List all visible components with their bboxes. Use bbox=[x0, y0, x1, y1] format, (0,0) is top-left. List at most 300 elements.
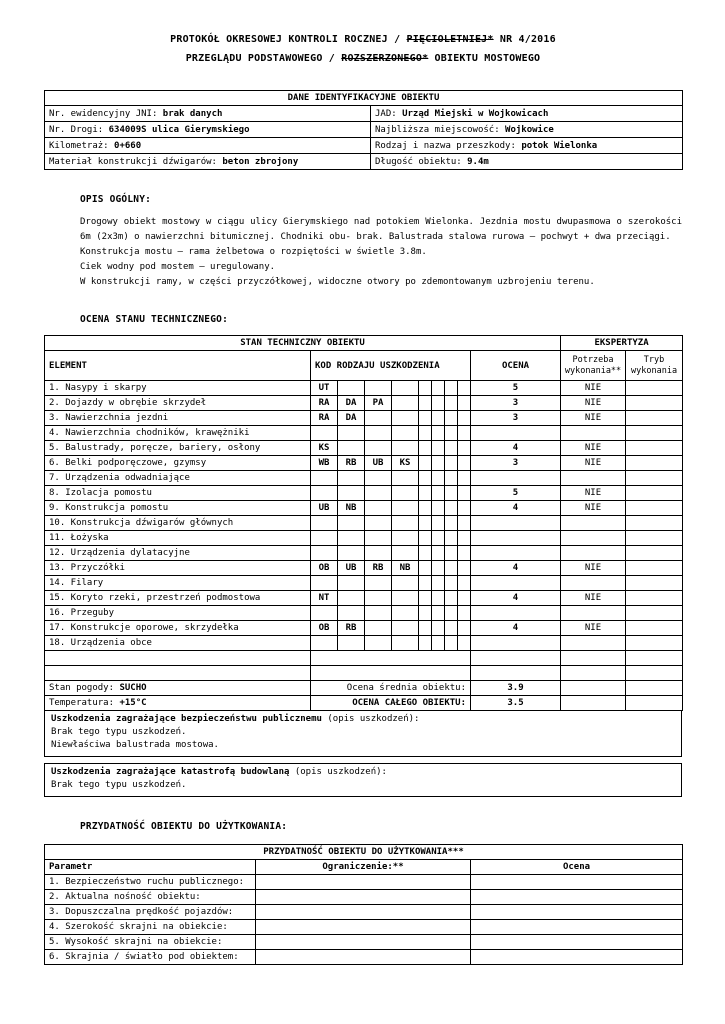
field-value: beton zbrojony bbox=[222, 156, 299, 167]
damage-code bbox=[419, 381, 432, 396]
tech-table-row bbox=[45, 636, 683, 651]
restriction-value bbox=[256, 875, 471, 890]
identification-cell-left bbox=[45, 106, 371, 122]
damage-code bbox=[338, 516, 365, 531]
ocena-value bbox=[471, 950, 683, 965]
tech-table-row bbox=[45, 606, 683, 621]
tech-table-row bbox=[45, 396, 683, 411]
damage-code bbox=[392, 591, 419, 606]
damage-code bbox=[445, 471, 458, 486]
field-value: 9.4m bbox=[467, 156, 489, 167]
tryb-value bbox=[626, 381, 683, 396]
identification-row bbox=[45, 138, 683, 154]
identification-table bbox=[44, 90, 683, 170]
damage-code: WB bbox=[311, 456, 338, 471]
damage-code bbox=[445, 486, 458, 501]
damage-code bbox=[365, 531, 392, 546]
tryb-value bbox=[626, 531, 683, 546]
ocena-value bbox=[471, 890, 683, 905]
damage-code bbox=[445, 561, 458, 576]
identification-row bbox=[45, 154, 683, 170]
damage-code bbox=[458, 456, 471, 471]
potrzeba-value bbox=[561, 426, 626, 441]
element-name: 13. Przyczółki bbox=[45, 561, 311, 576]
element-name: 8. Izolacja pomostu bbox=[45, 486, 311, 501]
damage-code bbox=[365, 621, 392, 636]
damage-code bbox=[365, 381, 392, 396]
damage-code: OB bbox=[311, 561, 338, 576]
damage-code bbox=[392, 531, 419, 546]
identification-cell-right bbox=[371, 138, 683, 154]
temperature-value: +15°C bbox=[119, 698, 147, 708]
usability-row bbox=[45, 935, 683, 950]
tryb-value bbox=[626, 411, 683, 426]
element-name: 3. Nawierzchnia jezdni bbox=[45, 411, 311, 426]
damage-code bbox=[311, 531, 338, 546]
heading-bold-part: Uszkodzenia zagrażające bezpieczeństwu publicznemu bbox=[51, 714, 322, 724]
ocena-value bbox=[471, 606, 561, 621]
damage-code bbox=[365, 411, 392, 426]
field-value: Urząd Miejski w Wojkowicach bbox=[402, 108, 549, 119]
field-label: Nr. Drogi: bbox=[49, 124, 109, 135]
tryb-value bbox=[626, 486, 683, 501]
restriction-value bbox=[256, 935, 471, 950]
title-line-1 bbox=[44, 30, 682, 49]
damage-code bbox=[419, 471, 432, 486]
struck-option-text: PIĘCIOLETNIEJ* bbox=[406, 34, 494, 45]
damage-code bbox=[445, 531, 458, 546]
ocena-value: 3 bbox=[471, 411, 561, 426]
ocena-value: 4 bbox=[471, 441, 561, 456]
damage-code bbox=[419, 426, 432, 441]
damage-code bbox=[419, 456, 432, 471]
damage-code bbox=[338, 546, 365, 561]
damage-code bbox=[365, 606, 392, 621]
identification-row bbox=[45, 106, 683, 122]
tryb-value bbox=[626, 516, 683, 531]
ocena-value bbox=[471, 905, 683, 920]
tech-state-group-title: STAN TECHNICZNY OBIEKTU bbox=[45, 336, 561, 351]
damage-code bbox=[432, 486, 445, 501]
ocena-value bbox=[471, 531, 561, 546]
struck-option-text: ROZSZERZONEGO* bbox=[341, 53, 429, 64]
tech-table-row bbox=[45, 456, 683, 471]
tryb-value bbox=[626, 561, 683, 576]
element-name: 17. Konstrukcje oporowe, skrzydełka bbox=[45, 621, 311, 636]
usability-heading: PRZYDATNOŚĆ OBIEKTU DO UŻYTKOWANIA: bbox=[80, 821, 288, 832]
tryb-value bbox=[626, 426, 683, 441]
damage-code bbox=[392, 546, 419, 561]
damage-code bbox=[419, 396, 432, 411]
column-potrzeba-wykonania: Potrzeba wykonania** bbox=[561, 351, 626, 381]
damage-code: UT bbox=[311, 381, 338, 396]
column-tryb-wykonania: Tryb wykonania bbox=[626, 351, 683, 381]
damage-code: DA bbox=[338, 396, 365, 411]
ocena-value bbox=[471, 576, 561, 591]
damage-code bbox=[392, 441, 419, 456]
ocena-value bbox=[471, 935, 683, 950]
tech-table-column-header bbox=[45, 351, 683, 381]
tech-table-row bbox=[45, 426, 683, 441]
tech-table-row bbox=[45, 531, 683, 546]
tech-table-row bbox=[45, 516, 683, 531]
damage-code bbox=[458, 381, 471, 396]
identification-cell-left bbox=[45, 122, 371, 138]
usability-row bbox=[45, 920, 683, 935]
damage-code bbox=[458, 516, 471, 531]
damage-code bbox=[432, 516, 445, 531]
damage-code bbox=[311, 546, 338, 561]
damage-code: UB bbox=[311, 501, 338, 516]
damage-code bbox=[365, 591, 392, 606]
damage-code bbox=[392, 381, 419, 396]
damage-code bbox=[419, 606, 432, 621]
title-number: NR 4/2016 bbox=[493, 34, 556, 45]
field-value: Wojkowice bbox=[505, 124, 554, 135]
tech-table-row bbox=[45, 546, 683, 561]
empty-row bbox=[45, 651, 683, 666]
damage-description-line: Brak tego typu uszkodzeń. bbox=[51, 780, 187, 790]
identification-table-title: DANE IDENTYFIKACYJNE OBIEKTU bbox=[45, 91, 683, 106]
damage-code bbox=[432, 561, 445, 576]
potrzeba-value bbox=[561, 606, 626, 621]
damage-code bbox=[419, 411, 432, 426]
damage-code bbox=[458, 471, 471, 486]
general-description-heading: OPIS OGÓLNY: bbox=[80, 194, 152, 205]
damage-code bbox=[419, 561, 432, 576]
column-ocena: OCENA bbox=[471, 351, 561, 381]
damage-code bbox=[365, 501, 392, 516]
damage-code bbox=[445, 411, 458, 426]
parameter-name: 5. Wysokość skrajni na obiekcie: bbox=[45, 935, 256, 950]
parameter-name: 6. Skrajnia / światło pod obiektem: bbox=[45, 950, 256, 965]
damage-code bbox=[392, 486, 419, 501]
usability-title-row bbox=[45, 845, 683, 860]
total-rating-value: 3.5 bbox=[471, 696, 561, 711]
temperature-total-row bbox=[45, 696, 683, 711]
ocena-value bbox=[471, 546, 561, 561]
potrzeba-value: NIE bbox=[561, 486, 626, 501]
column-element: ELEMENT bbox=[45, 351, 311, 381]
damage-code: RB bbox=[338, 456, 365, 471]
tryb-value bbox=[626, 396, 683, 411]
damage-code bbox=[445, 396, 458, 411]
technical-assessment-table bbox=[44, 335, 683, 711]
damage-code bbox=[311, 606, 338, 621]
weather-label: Stan pogody: bbox=[49, 683, 120, 693]
damage-code bbox=[311, 576, 338, 591]
potrzeba-value: NIE bbox=[561, 411, 626, 426]
title-text: PROTOKÓŁ OKRESOWEJ KONTROLI ROCZNEJ / bbox=[170, 34, 407, 45]
heading-normal-part: (opis uszkodzeń): bbox=[289, 767, 387, 777]
damage-code bbox=[365, 426, 392, 441]
damage-code bbox=[432, 396, 445, 411]
ocena-value: 4 bbox=[471, 561, 561, 576]
identification-row bbox=[45, 122, 683, 138]
damage-code bbox=[419, 576, 432, 591]
damage-code bbox=[445, 621, 458, 636]
empty-row bbox=[45, 666, 683, 681]
damage-code bbox=[419, 546, 432, 561]
element-name: 18. Urządzenia obce bbox=[45, 636, 311, 651]
damage-code bbox=[445, 441, 458, 456]
damage-code bbox=[419, 501, 432, 516]
restriction-value bbox=[256, 920, 471, 935]
element-name: 1. Nasypy i skarpy bbox=[45, 381, 311, 396]
ocena-value bbox=[471, 516, 561, 531]
temperature-label: Temperatura: bbox=[49, 698, 120, 708]
weather-cell bbox=[45, 681, 311, 696]
heading-normal-part: (opis uszkodzeń): bbox=[321, 714, 420, 724]
damage-code: NB bbox=[392, 561, 419, 576]
potrzeba-value: NIE bbox=[561, 501, 626, 516]
weather-value: SUCHO bbox=[119, 683, 147, 693]
ocena-value bbox=[471, 920, 683, 935]
damage-code bbox=[458, 411, 471, 426]
field-label: Rodzaj i nazwa przeszkody: bbox=[375, 140, 522, 151]
title-line-2 bbox=[44, 49, 682, 68]
identification-cell-right bbox=[371, 122, 683, 138]
ocena-value bbox=[471, 636, 561, 651]
column-parametr: Parametr bbox=[45, 860, 256, 875]
field-label: Materiał konstrukcji dźwigarów: bbox=[49, 156, 223, 167]
damage-code bbox=[392, 426, 419, 441]
damage-code bbox=[445, 516, 458, 531]
average-rating-label: Ocena średnia obiektu: bbox=[311, 681, 471, 696]
damage-code bbox=[365, 636, 392, 651]
damage-code bbox=[419, 486, 432, 501]
damage-code bbox=[419, 591, 432, 606]
tech-table-row bbox=[45, 411, 683, 426]
damage-code bbox=[445, 501, 458, 516]
element-name: 11. Łożyska bbox=[45, 531, 311, 546]
usability-row bbox=[45, 875, 683, 890]
damage-code bbox=[432, 546, 445, 561]
restriction-value bbox=[256, 890, 471, 905]
damage-description-line: Brak tego typu uszkodzeń. bbox=[51, 727, 187, 737]
damage-code bbox=[458, 441, 471, 456]
damage-code bbox=[458, 426, 471, 441]
damage-code bbox=[445, 426, 458, 441]
tech-table-row bbox=[45, 501, 683, 516]
potrzeba-value bbox=[561, 531, 626, 546]
damage-code bbox=[458, 591, 471, 606]
damage-code bbox=[365, 486, 392, 501]
damage-code bbox=[432, 471, 445, 486]
damage-code bbox=[432, 636, 445, 651]
damage-code bbox=[338, 381, 365, 396]
damage-code bbox=[338, 426, 365, 441]
damage-code bbox=[392, 501, 419, 516]
tryb-value bbox=[626, 621, 683, 636]
public-safety-damage-heading bbox=[51, 713, 675, 726]
element-name: 9. Konstrukcja pomostu bbox=[45, 501, 311, 516]
technical-assessment-heading: OCENA STANU TECHNICZNEGO: bbox=[80, 314, 228, 325]
damage-code bbox=[432, 591, 445, 606]
damage-code bbox=[458, 636, 471, 651]
document-title bbox=[44, 30, 682, 68]
description-line: Ciek wodny pod mostem – uregulowany. bbox=[80, 262, 276, 272]
damage-code bbox=[392, 636, 419, 651]
identification-cell-right bbox=[371, 154, 683, 170]
parameter-name: 4. Szerokość skrajni na obiekcie: bbox=[45, 920, 256, 935]
column-damage-codes: KOD RODZAJU USZKODZENIA bbox=[311, 351, 471, 381]
damage-code bbox=[392, 516, 419, 531]
field-label: Nr. ewidencyjny JNI: bbox=[49, 108, 163, 119]
damage-description-line: Niewłaściwa balustrada mostowa. bbox=[51, 740, 219, 750]
damage-code bbox=[458, 561, 471, 576]
field-label: Kilometraż: bbox=[49, 140, 115, 151]
damage-code bbox=[458, 396, 471, 411]
tryb-value bbox=[626, 606, 683, 621]
potrzeba-value: NIE bbox=[561, 621, 626, 636]
damage-code bbox=[392, 411, 419, 426]
damage-code bbox=[311, 516, 338, 531]
element-name: 6. Belki podporęczowe, gzymsy bbox=[45, 456, 311, 471]
tryb-value bbox=[626, 471, 683, 486]
ocena-value bbox=[471, 471, 561, 486]
damage-code bbox=[445, 591, 458, 606]
damage-code bbox=[419, 621, 432, 636]
damage-code bbox=[458, 621, 471, 636]
ocena-value bbox=[471, 426, 561, 441]
subtitle-text: PRZEGLĄDU PODSTAWOWEGO / bbox=[185, 53, 342, 64]
damage-code bbox=[445, 546, 458, 561]
potrzeba-value: NIE bbox=[561, 456, 626, 471]
element-name: 4. Nawierzchnia chodników, krawężniki bbox=[45, 426, 311, 441]
damage-code bbox=[432, 456, 445, 471]
tech-table-row bbox=[45, 471, 683, 486]
element-name: 2. Dojazdy w obrębie skrzydeł bbox=[45, 396, 311, 411]
damage-code bbox=[445, 381, 458, 396]
damage-code: RB bbox=[365, 561, 392, 576]
damage-code bbox=[338, 471, 365, 486]
field-value: brak danych bbox=[162, 108, 223, 119]
average-rating-value: 3.9 bbox=[471, 681, 561, 696]
heading-bold-part: Uszkodzenia zagrażające katastrofą budowlaną bbox=[51, 767, 290, 777]
element-name: 14. Filary bbox=[45, 576, 311, 591]
general-description-text bbox=[80, 215, 682, 290]
damage-code bbox=[392, 396, 419, 411]
damage-code: RA bbox=[311, 396, 338, 411]
damage-code: RA bbox=[311, 411, 338, 426]
tech-table-row bbox=[45, 561, 683, 576]
damage-code bbox=[432, 606, 445, 621]
element-name: 7. Urządzenia odwadniające bbox=[45, 471, 311, 486]
damage-code bbox=[392, 621, 419, 636]
collapse-damage-section bbox=[44, 763, 682, 797]
damage-code bbox=[432, 411, 445, 426]
field-label: JAD: bbox=[375, 108, 403, 119]
element-name: 5. Balustrady, poręcze, bariery, osłony bbox=[45, 441, 311, 456]
damage-code bbox=[445, 456, 458, 471]
weather-average-row bbox=[45, 681, 683, 696]
tryb-value bbox=[626, 441, 683, 456]
element-name: 16. Przeguby bbox=[45, 606, 311, 621]
usability-row bbox=[45, 890, 683, 905]
damage-code bbox=[338, 576, 365, 591]
ocena-value: 5 bbox=[471, 381, 561, 396]
damage-code bbox=[419, 531, 432, 546]
identification-cell-left bbox=[45, 138, 371, 154]
column-ocena: Ocena bbox=[471, 860, 683, 875]
tryb-value bbox=[626, 501, 683, 516]
damage-code: KS bbox=[311, 441, 338, 456]
damage-code bbox=[458, 606, 471, 621]
damage-code bbox=[432, 441, 445, 456]
potrzeba-value bbox=[561, 471, 626, 486]
damage-code bbox=[392, 606, 419, 621]
restriction-value bbox=[256, 905, 471, 920]
damage-code bbox=[365, 546, 392, 561]
field-value: 634009S ulica Gierymskiego bbox=[108, 124, 250, 135]
damage-code bbox=[432, 501, 445, 516]
potrzeba-value bbox=[561, 636, 626, 651]
tech-table-row bbox=[45, 486, 683, 501]
field-value: 0+660 bbox=[114, 140, 142, 151]
tech-table-row bbox=[45, 381, 683, 396]
ocena-value: 3 bbox=[471, 396, 561, 411]
temperature-cell bbox=[45, 696, 311, 711]
damage-code: PA bbox=[365, 396, 392, 411]
parameter-name: 3. Dopuszczalna prędkość pojazdów: bbox=[45, 905, 256, 920]
potrzeba-value: NIE bbox=[561, 441, 626, 456]
damage-code bbox=[445, 576, 458, 591]
total-rating-label: OCENA CAŁEGO OBIEKTU: bbox=[311, 696, 471, 711]
field-label: Długość obiektu: bbox=[375, 156, 468, 167]
tryb-value bbox=[626, 456, 683, 471]
damage-code bbox=[432, 381, 445, 396]
damage-code: DA bbox=[338, 411, 365, 426]
potrzeba-value: NIE bbox=[561, 591, 626, 606]
usability-row bbox=[45, 905, 683, 920]
usability-table bbox=[44, 844, 683, 965]
tryb-value bbox=[626, 546, 683, 561]
identification-header-row bbox=[45, 91, 683, 106]
damage-code bbox=[419, 636, 432, 651]
ocena-value: 4 bbox=[471, 501, 561, 516]
damage-code bbox=[445, 636, 458, 651]
damage-code bbox=[392, 576, 419, 591]
tech-table-row bbox=[45, 441, 683, 456]
damage-code bbox=[432, 576, 445, 591]
tech-table-row bbox=[45, 591, 683, 606]
damage-code bbox=[432, 621, 445, 636]
damage-code bbox=[458, 576, 471, 591]
damage-code bbox=[419, 441, 432, 456]
damage-code bbox=[338, 606, 365, 621]
potrzeba-value: NIE bbox=[561, 561, 626, 576]
usability-column-header bbox=[45, 860, 683, 875]
parameter-name: 1. Bezpieczeństwo ruchu publicznego: bbox=[45, 875, 256, 890]
column-ograniczenie: Ograniczenie:** bbox=[256, 860, 471, 875]
element-name: 15. Koryto rzeki, przestrzeń podmostowa bbox=[45, 591, 311, 606]
tryb-value bbox=[626, 636, 683, 651]
damage-code bbox=[338, 441, 365, 456]
parameter-name: 2. Aktualna nośność obiektu: bbox=[45, 890, 256, 905]
field-value: potok Wielonka bbox=[521, 140, 598, 151]
potrzeba-value bbox=[561, 546, 626, 561]
damage-code: KS bbox=[392, 456, 419, 471]
damage-code bbox=[338, 636, 365, 651]
damage-code bbox=[311, 486, 338, 501]
potrzeba-value: NIE bbox=[561, 396, 626, 411]
ocena-value: 5 bbox=[471, 486, 561, 501]
damage-code bbox=[338, 591, 365, 606]
damage-code bbox=[311, 636, 338, 651]
damage-code bbox=[432, 426, 445, 441]
usability-row bbox=[45, 950, 683, 965]
